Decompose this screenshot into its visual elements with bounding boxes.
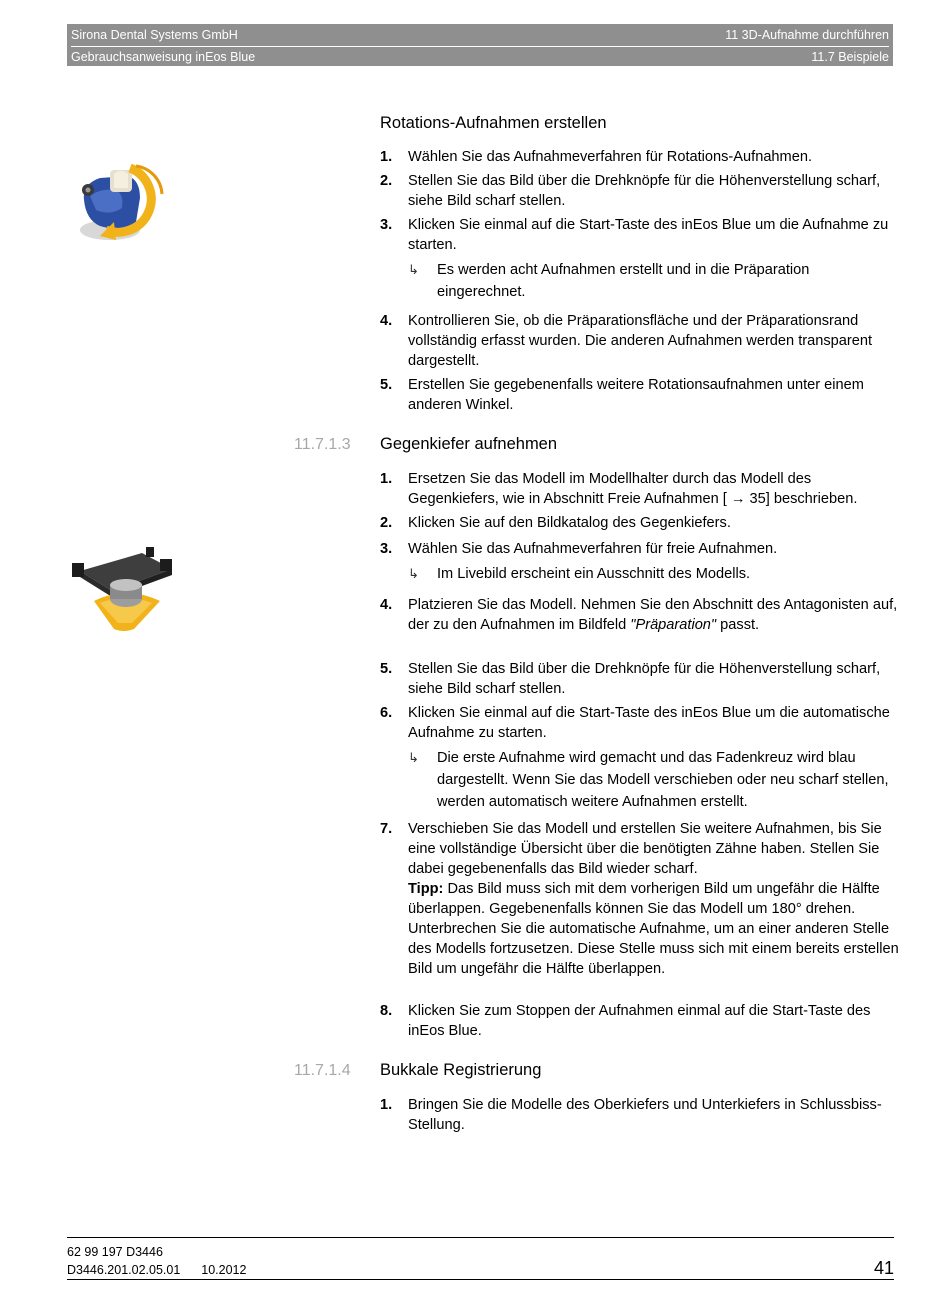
gegenkiefer-result-3	[408, 563, 898, 585]
header-chapter: 11 3D-Aufnahme durchführen	[725, 28, 889, 42]
step-number: 3.	[380, 217, 393, 233]
bukkale-section-number: 11.7.1.4	[294, 1062, 351, 1079]
header-company: Sirona Dental Systems GmbH	[71, 28, 238, 42]
gegenkiefer-step-6	[380, 703, 900, 743]
result-arrow-icon: ↳	[408, 566, 419, 581]
footer-doc-number: 62 99 197 D3446	[67, 1245, 163, 1259]
step-number: 2.	[380, 515, 393, 531]
result-text: Es werden acht Aufnahmen erstellt und in die Präparation eingerechnet.	[437, 262, 810, 300]
free-scan-device-illustration	[72, 545, 177, 635]
rotation-step-1	[380, 147, 900, 167]
gegenkiefer-section-title: Gegenkiefer aufnehmen	[380, 435, 558, 453]
header-row-top	[71, 25, 889, 45]
step-number: 2.	[380, 173, 393, 189]
gegenkiefer-step-3	[380, 539, 900, 559]
header-section: 11.7 Beispiele	[811, 50, 889, 64]
result-text: Im Livebild erscheint ein Ausschnitt des Modells.	[437, 566, 751, 582]
step-number: 7.	[380, 821, 393, 837]
step-text-continue: Unterbrechen Sie die automatische Aufnahme, um an einer anderen Stelle des Modells fortzusetzen. Diese Stelle muss sich mit einem bereits erstellen Bild um ungefähr die Hälfte überlappen.	[408, 921, 899, 977]
result-text: Die erste Aufnahme wird gemacht und das Fadenkreuz wird blau dargestellt. Wenn Sie das Modell verschieben oder neu scharf stellen, werden automatisch weitere Aufnahmen erstellt.	[437, 750, 889, 810]
step-number: 1.	[380, 1097, 393, 1113]
rotation-step-5	[380, 375, 900, 415]
step-text: Kontrollieren Sie, ob die Präparationsfläche und der Präparationsrand vollständig erfasst wurden. Die anderen Aufnahmen werden transparent dargestellt.	[408, 313, 873, 369]
step-text: Wählen Sie das Aufnahmeverfahren für Rotations-Aufnahmen.	[408, 149, 812, 165]
bukkale-section-title: Bukkale Registrierung	[380, 1061, 542, 1079]
field-name-praeparation: "Präparation"	[630, 617, 717, 633]
page-number: 41	[873, 1258, 894, 1278]
step-text: Klicken Sie einmal auf die Start-Taste des inEos Blue um die automatische Aufnahme zu starten.	[408, 705, 890, 741]
footer-divider-top	[67, 1237, 894, 1238]
tip-label: Tipp:	[408, 881, 444, 897]
step-text	[408, 595, 900, 635]
step-number: 4.	[380, 313, 393, 329]
gegenkiefer-result-6	[408, 747, 898, 813]
step-text: Wählen Sie das Aufnahmeverfahren für freie Aufnahmen.	[408, 541, 778, 557]
gegenkiefer-section-number: 11.7.1.3	[294, 436, 351, 453]
step-number: 6.	[380, 705, 393, 721]
step-text: Klicken Sie auf den Bildkatalog des Gegenkiefers.	[408, 515, 731, 531]
rotation-result-3	[408, 259, 898, 303]
step-text-main: Verschieben Sie das Modell und erstellen Sie weitere Aufnahmen, bis Sie eine vollständige Übersicht über die benötigten Zähne haben. Stellen Sie dabei gegebenenfalls das Bild wieder scharf.	[408, 821, 882, 877]
step-text: Klicken Sie zum Stoppen der Aufnahmen einmal auf die Start-Taste des inEos Blue.	[408, 1003, 871, 1039]
page-header	[67, 24, 893, 66]
rotation-step-4	[380, 311, 900, 371]
footer-divider-bottom	[67, 1279, 894, 1280]
step-text: Klicken Sie einmal auf die Start-Taste des inEos Blue um die Aufnahme zu starten.	[408, 217, 889, 253]
footer-doc-code: D3446.201.02.05.01	[67, 1263, 181, 1277]
step-text: Bringen Sie die Modelle des Oberkiefers und Unterkiefers in Schlussbiss-Stellung.	[408, 1097, 882, 1133]
step-text: Stellen Sie das Bild über die Drehknöpfe für die Höhenverstellung scharf, siehe Bild scharf stellen.	[408, 661, 881, 697]
footer-date: 10.2012	[201, 1263, 247, 1277]
step-text	[408, 819, 900, 979]
gegenkiefer-step-8	[380, 1001, 900, 1041]
tip-text: Das Bild muss sich mit dem vorherigen Bild um ungefähr die Hälfte überlappen. Gegebenenfalls können Sie das Modell um 180° drehen.	[408, 881, 880, 917]
result-arrow-icon: ↳	[408, 750, 419, 765]
rotation-step-3	[380, 215, 900, 255]
step-text: Stellen Sie das Bild über die Drehknöpfe für die Höhenverstellung scharf, siehe Bild scharf stellen.	[408, 173, 881, 209]
header-row-bottom	[71, 46, 889, 67]
header-manual: Gebrauchsanweisung inEos Blue	[71, 50, 256, 64]
step-text: Ersetzen Sie das Modell im Modellhalter durch das Modell des Gegenkiefers, wie in Abschnitt Freie Aufnahmen [ → 35] beschrieben.	[408, 471, 858, 507]
step-number: 1.	[380, 471, 393, 487]
step-number: 8.	[380, 1003, 393, 1019]
gegenkiefer-step-1	[380, 469, 900, 509]
step-text-main: Platzieren Sie das Modell. Nehmen Sie den Abschnitt des Antagonisten auf, der zu den Aufnahmen im Bildfeld	[408, 597, 898, 633]
rotation-device-illustration	[70, 160, 175, 250]
step-number: 1.	[380, 149, 393, 165]
rotation-section-title: Rotations-Aufnahmen erstellen	[380, 114, 607, 132]
step-number: 4.	[380, 597, 393, 613]
rotation-step-2	[380, 171, 900, 211]
step-text-end: passt.	[716, 617, 760, 633]
bukkale-step-1	[380, 1095, 900, 1135]
gegenkiefer-step-7	[380, 819, 900, 979]
step-number: 3.	[380, 541, 393, 557]
step-text: Erstellen Sie gegebenenfalls weitere Rotationsaufnahmen unter einem anderen Winkel.	[408, 377, 864, 413]
step-number: 5.	[380, 661, 393, 677]
footer-doc-info	[67, 1263, 246, 1278]
result-arrow-icon: ↳	[408, 262, 419, 277]
gegenkiefer-step-2	[380, 513, 900, 533]
gegenkiefer-step-4	[380, 595, 900, 635]
gegenkiefer-step-5	[380, 659, 900, 699]
step-number: 5.	[380, 377, 393, 393]
